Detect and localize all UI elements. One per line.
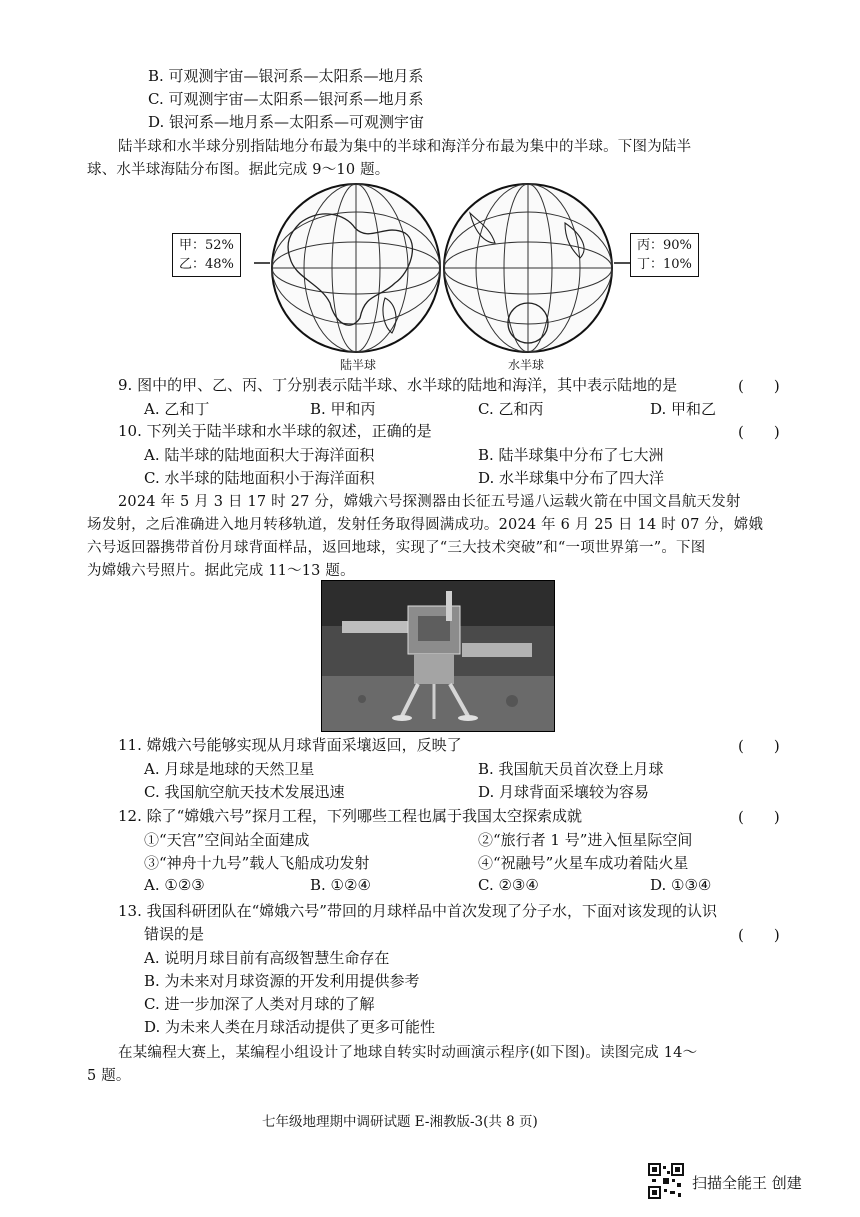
q11-option-b: B. 我国航天员首次登上月球 — [478, 760, 664, 778]
q9-answer-paren: ( ) — [738, 377, 780, 395]
q12-option-a: A. ①②③ — [144, 876, 205, 894]
q10-option-c: C. 水半球的陆地面积小于海洋面积 — [144, 469, 375, 487]
q10-option-b: B. 陆半球集中分布了七大洲 — [478, 446, 664, 464]
q11-option-c: C. 我国航空航天技术发展迅速 — [144, 783, 345, 801]
q10-answer-paren: ( ) — [738, 423, 780, 441]
option-b: B. 可观测宇宙—银河系—太阳系—地月系 — [148, 67, 424, 85]
q12-item-2: ②“旅行者 1 号”进入恒星际空间 — [478, 831, 693, 849]
q13-option-c: C. 进一步加深了人类对月球的了解 — [144, 995, 375, 1013]
intro-11-13-line1: 2024 年 5 月 3 日 17 时 27 分，嫦娥六号探测器由长征五号遥八运载火箭在中国文昌航天发射 — [118, 494, 741, 510]
scanner-watermark: 扫描全能王 创建 — [692, 1174, 802, 1192]
q13-stem-line1: 13. 我国科研团队在“嫦娥六号”带回的月球样品中首次发现了分子水，下面对该发现的认识 — [118, 902, 717, 920]
land-legend-yi: 乙：48% — [179, 257, 234, 272]
water-legend — [630, 233, 699, 277]
q12-item-3: ③“神舟十九号”载人飞船成功发射 — [144, 854, 370, 872]
q9-stem: 9. 图中的甲、乙、丙、丁分别表示陆半球、水半球的陆地和海洋，其中表示陆地的是 — [118, 376, 678, 394]
q12-option-b: B. ①②④ — [310, 876, 371, 894]
page-footer: 七年级地理期中调研试题 E-湘教版-3(共 8 页) — [262, 1114, 538, 1130]
intro-9-10-line2: 球、水半球海陆分布图。据此完成 9～10 题。 — [87, 162, 390, 178]
q9-option-c: C. 乙和丙 — [478, 400, 544, 418]
intro-14-15-line2: 5 题。 — [87, 1068, 131, 1084]
lander-illustration — [322, 581, 554, 731]
water-legend-bing: 丙：90% — [637, 238, 692, 253]
q9-option-d: D. 甲和乙 — [650, 400, 717, 418]
q10-stem: 10. 下列关于陆半球和水半球的叙述，正确的是 — [118, 422, 432, 440]
option-c: C. 可观测宇宙—太阳系—银河系—地月系 — [148, 90, 424, 108]
q11-option-a: A. 月球是地球的天然卫星 — [144, 760, 315, 778]
water-hemisphere-caption: 水半球 — [508, 358, 545, 372]
change-6-photo — [321, 580, 555, 732]
land-legend — [172, 233, 241, 277]
q12-answer-paren: ( ) — [738, 808, 780, 826]
water-hemisphere-globe — [444, 184, 612, 352]
q12-option-d: D. ①③④ — [650, 876, 712, 894]
intro-11-13-line4: 为嫦娥六号照片。据此完成 11～13 题。 — [87, 563, 355, 579]
intro-11-13-line2: 场发射，之后准确进入地月转移轨道，发射任务取得圆满成功。2024 年 6 月 25 日 14 时 07 分，嫦娥 — [87, 517, 764, 533]
intro-11-13-line3: 六号返回器携带首份月球背面样品，返回地球，实现了“三大技术突破”和“一项世界第一”。下图 — [87, 540, 706, 556]
intro-14-15-line1: 在某编程大赛上，某编程小组设计了地球自转实时动画演示程序(如下图)。读图完成 14～ — [118, 1045, 698, 1061]
intro-9-10-line1: 陆半球和水半球分别指陆地分布最为集中的半球和海洋分布最为集中的半球。下图为陆半 — [118, 139, 692, 155]
q13-option-a: A. 说明月球目前有高级智慧生命存在 — [144, 949, 390, 967]
water-legend-ding: 丁：10% — [637, 257, 692, 272]
q10-option-a: A. 陆半球的陆地面积大于海洋面积 — [144, 446, 375, 464]
q12-item-4: ④“祝融号”火星车成功着陆火星 — [478, 854, 689, 872]
q12-option-c: C. ②③④ — [478, 876, 539, 894]
land-hemisphere-caption: 陆半球 — [340, 358, 377, 372]
q10-option-d: D. 水半球集中分布了四大洋 — [478, 469, 665, 487]
option-d: D. 银河系—地月系—太阳系—可观测宇宙 — [148, 113, 425, 131]
q12-stem: 12. 除了“嫦娥六号”探月工程，下列哪些工程也属于我国太空探索成就 — [118, 807, 582, 825]
q12-item-1: ①“天宫”空间站全面建成 — [144, 831, 310, 849]
q9-option-b: B. 甲和丙 — [310, 400, 376, 418]
qr-code-icon — [648, 1163, 684, 1199]
q9-option-a: A. 乙和丁 — [144, 400, 210, 418]
q13-option-d: D. 为未来人类在月球活动提供了更多可能性 — [144, 1018, 436, 1036]
land-legend-jia: 甲：52% — [179, 238, 234, 253]
q11-stem: 11. 嫦娥六号能够实现从月球背面采壤返回，反映了 — [118, 736, 462, 754]
hemisphere-globes — [170, 183, 730, 373]
q11-answer-paren: ( ) — [738, 737, 780, 755]
q11-option-d: D. 月球背面采壤较为容易 — [478, 783, 650, 801]
q13-stem-line2: 错误的是 — [144, 925, 205, 943]
q13-option-b: B. 为未来对月球资源的开发利用提供参考 — [144, 972, 420, 990]
q13-answer-paren: ( ) — [738, 926, 780, 944]
land-hemisphere-globe — [272, 184, 440, 352]
